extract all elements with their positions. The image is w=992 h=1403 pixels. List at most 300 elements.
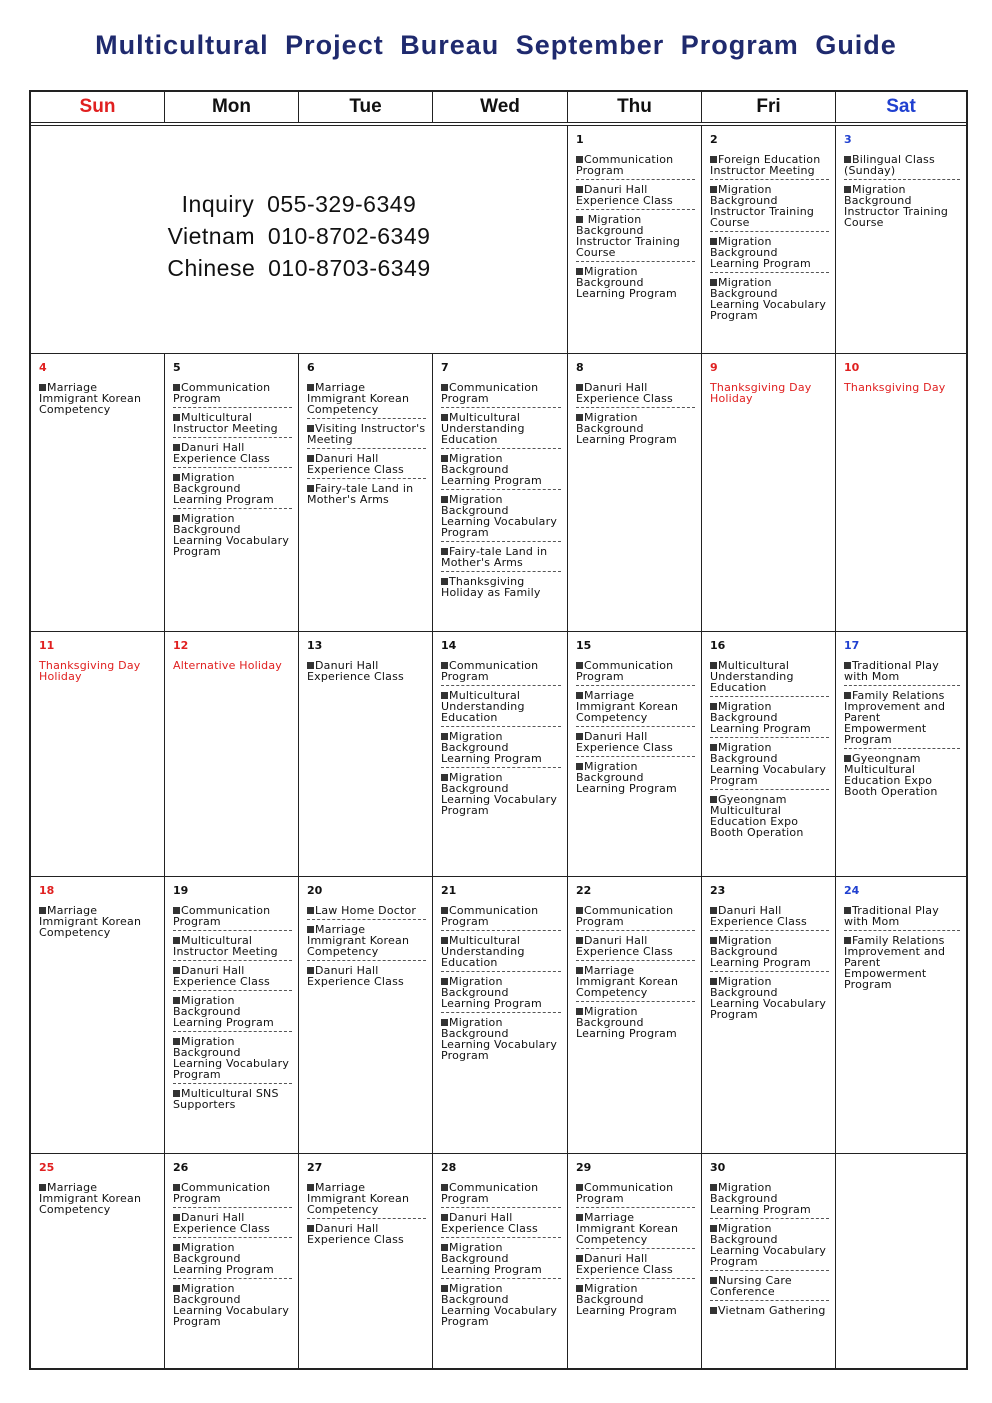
- event-list: [836, 656, 966, 800]
- event-text: Danuri Hall Experience Class: [307, 659, 404, 683]
- holiday-label: [710, 378, 829, 407]
- event-text: Migration Background Learning Program: [710, 235, 811, 270]
- event-text: Marriage Immigrant Korean Competency: [576, 689, 679, 724]
- day-cell-7: [433, 354, 568, 632]
- event-text: Marriage Immigrant Korean Competency: [39, 1181, 142, 1216]
- square-bullet-icon: [173, 1244, 180, 1251]
- square-bullet-icon: [441, 578, 448, 585]
- event-item: [173, 468, 292, 509]
- event-text: Migration Background Learning Vocabulary Program: [173, 1282, 290, 1328]
- event-text: Fairy-tale Land in Mother's Arms: [307, 482, 414, 506]
- event-text: Danuri Hall Experience Class: [576, 934, 673, 958]
- event-text: Danuri Hall Experience Class: [576, 381, 673, 405]
- event-list: [165, 656, 298, 674]
- square-bullet-icon: [576, 1184, 583, 1191]
- event-text: Danuri Hall Experience Class: [307, 1222, 404, 1246]
- event-text: Multicultural SNS Supporters: [173, 1087, 279, 1111]
- square-bullet-icon: [576, 414, 583, 421]
- square-bullet-icon: [576, 907, 583, 914]
- square-bullet-icon: [441, 384, 448, 391]
- day-number: 20: [307, 884, 323, 897]
- event-text: Migration Background Learning Vocabulary Program: [441, 771, 558, 817]
- event-item: [710, 1271, 829, 1301]
- event-item: [844, 749, 960, 800]
- event-text: Migration Background Learning Vocabulary Program: [441, 1016, 558, 1062]
- square-bullet-icon: [844, 156, 851, 163]
- event-text: Thanksgiving Holiday as Family: [441, 575, 541, 599]
- event-text: Migration Background Learning Vocabulary Program: [710, 975, 827, 1021]
- event-text: Family Relations Improvement and Parent Empowerment Program: [844, 934, 946, 991]
- day-cell-1: [568, 126, 702, 354]
- event-item: [710, 1301, 829, 1319]
- event-item: [441, 1013, 561, 1064]
- square-bullet-icon: [576, 1214, 583, 1221]
- square-bullet-icon: [307, 425, 314, 432]
- event-text: Migration Background Learning Program: [576, 1282, 677, 1317]
- square-bullet-icon: [173, 444, 180, 451]
- event-text: Thanksgiving Day Holiday: [710, 381, 812, 405]
- event-text: Gyeongnam Multicultural Education Expo Booth Operation: [844, 752, 938, 798]
- square-bullet-icon: [710, 796, 717, 803]
- square-bullet-icon: [710, 238, 717, 245]
- event-item: [173, 1084, 292, 1113]
- day-cell-29: [568, 1154, 702, 1368]
- square-bullet-icon: [173, 1090, 180, 1097]
- event-text: Migration Background Learning Program: [441, 1241, 542, 1276]
- square-bullet-icon: [576, 268, 583, 275]
- event-item: [441, 686, 561, 727]
- event-item: [441, 972, 561, 1013]
- day-number: 16: [710, 639, 726, 652]
- event-text: Thanksgiving Day Holiday: [39, 659, 141, 683]
- day-number: 6: [307, 361, 315, 374]
- square-bullet-icon: [710, 186, 717, 193]
- event-text: Communication Program: [173, 381, 271, 405]
- day-number: 14: [441, 639, 457, 652]
- event-item: [307, 961, 426, 990]
- square-bullet-icon: [173, 515, 180, 522]
- square-bullet-icon: [441, 414, 448, 421]
- event-text: Danuri Hall Experience Class: [576, 1252, 673, 1276]
- event-text: Marriage Immigrant Korean Competency: [39, 904, 142, 939]
- day-number: 17: [844, 639, 860, 652]
- event-text: Multicultural Understanding Education: [441, 689, 525, 724]
- square-bullet-icon: [576, 186, 583, 193]
- day-number: 28: [441, 1161, 457, 1174]
- square-bullet-icon: [307, 455, 314, 462]
- event-item: [307, 479, 426, 508]
- day-number: 22: [576, 884, 592, 897]
- event-item: [576, 656, 695, 686]
- event-item: [576, 180, 695, 210]
- square-bullet-icon: [710, 1225, 717, 1232]
- event-item: [39, 1178, 158, 1218]
- event-text: Danuri Hall Experience Class: [441, 1211, 538, 1235]
- day-cell-19: [165, 877, 299, 1154]
- event-text: Gyeongnam Multicultural Education Expo Booth Operation: [710, 793, 804, 839]
- event-item: [173, 509, 292, 560]
- event-item: [441, 1178, 561, 1208]
- day-cell-20: [299, 877, 433, 1154]
- event-item: [307, 1178, 426, 1219]
- event-text: Law Home Doctor: [315, 904, 417, 917]
- event-item: [441, 727, 561, 768]
- event-item: [173, 991, 292, 1032]
- event-item: [576, 1178, 695, 1208]
- day-cell-22: [568, 877, 702, 1154]
- event-item: [173, 408, 292, 438]
- square-bullet-icon: [173, 414, 180, 421]
- square-bullet-icon: [844, 755, 851, 762]
- event-text: Migration Background Learning Vocabulary Program: [173, 512, 290, 558]
- event-text: Danuri Hall Experience Class: [710, 904, 807, 928]
- square-bullet-icon: [173, 937, 180, 944]
- event-text: Migration Background Learning Vocabulary Program: [173, 1035, 290, 1081]
- event-text: Communication Program: [576, 153, 674, 177]
- event-text: Danuri Hall Experience Class: [173, 964, 270, 988]
- square-bullet-icon: [441, 1184, 448, 1191]
- event-text: Migration Background Learning Program: [173, 1241, 274, 1276]
- day-cell-24: [836, 877, 966, 1154]
- day-cell-23: [702, 877, 836, 1154]
- event-item: [710, 273, 829, 324]
- day-number: 23: [710, 884, 726, 897]
- event-text: Multicultural Instructor Meeting: [173, 411, 278, 435]
- day-number: 26: [173, 1161, 189, 1174]
- day-number: 7: [441, 361, 449, 374]
- event-item: [576, 931, 695, 961]
- event-list: [702, 901, 835, 1023]
- day-number: 18: [39, 884, 55, 897]
- day-cell-12: [165, 632, 299, 877]
- event-list: [433, 1178, 567, 1330]
- event-text: Migration Background Learning Program: [441, 730, 542, 765]
- event-item: [307, 419, 426, 449]
- event-item: [441, 408, 561, 449]
- square-bullet-icon: [441, 733, 448, 740]
- square-bullet-icon: [307, 485, 314, 492]
- square-bullet-icon: [39, 384, 46, 391]
- day-cell-2: [702, 126, 836, 354]
- event-text: Danuri Hall Experience Class: [173, 1211, 270, 1235]
- square-bullet-icon: [441, 1285, 448, 1292]
- event-text: Bilingual Class (Sunday): [844, 153, 935, 177]
- square-bullet-icon: [441, 1019, 448, 1026]
- event-item: [576, 150, 695, 180]
- event-text: Migration Background Learning Vocabulary Program: [441, 1282, 558, 1328]
- event-text: Danuri Hall Experience Class: [307, 452, 404, 476]
- event-text: Traditional Play with Mom: [844, 904, 939, 928]
- square-bullet-icon: [307, 907, 314, 914]
- square-bullet-icon: [576, 733, 583, 740]
- event-list: [702, 1178, 835, 1319]
- event-text: Communication Program: [173, 1181, 271, 1205]
- square-bullet-icon: [576, 662, 583, 669]
- event-text: Thanksgiving Day: [844, 381, 946, 394]
- square-bullet-icon: [576, 967, 583, 974]
- square-bullet-icon: [710, 744, 717, 751]
- holiday-label: [173, 656, 292, 674]
- day-number: 24: [844, 884, 860, 897]
- event-item: [173, 1279, 292, 1330]
- event-item: [307, 449, 426, 479]
- square-bullet-icon: [173, 1184, 180, 1191]
- event-text: Danuri Hall Experience Class: [173, 441, 270, 465]
- event-list: [836, 150, 966, 231]
- square-bullet-icon: [576, 156, 583, 163]
- day-number: 10: [844, 361, 860, 374]
- event-list: [165, 901, 298, 1113]
- event-text: Migration Background Learning Program: [173, 471, 274, 506]
- event-text: Danuri Hall Experience Class: [307, 964, 404, 988]
- square-bullet-icon: [441, 907, 448, 914]
- event-item: [173, 901, 292, 931]
- event-text: Migration Background Learning Program: [576, 265, 677, 300]
- day-number: 27: [307, 1161, 323, 1174]
- event-list: [433, 901, 567, 1064]
- event-item: [441, 542, 561, 572]
- event-list: [702, 656, 835, 841]
- event-item: [710, 180, 829, 232]
- day-cell-14: [433, 632, 568, 877]
- event-text: Communication Program: [441, 381, 539, 405]
- square-bullet-icon: [173, 474, 180, 481]
- event-text: Visiting Instructor's Meeting: [307, 422, 426, 446]
- day-cell-15: [568, 632, 702, 877]
- day-cell-4: [31, 354, 165, 632]
- square-bullet-icon: [307, 662, 314, 669]
- event-text: Communication Program: [173, 904, 271, 928]
- event-item: [576, 1208, 695, 1249]
- day-number: 15: [576, 639, 592, 652]
- calendar-grid: [29, 90, 968, 1370]
- event-text: Family Relations Improvement and Parent Empowerment Program: [844, 689, 946, 746]
- square-bullet-icon: [39, 907, 46, 914]
- event-item: [844, 686, 960, 749]
- event-item: [844, 656, 960, 686]
- event-item: [576, 408, 695, 448]
- day-cell-11: [31, 632, 165, 877]
- event-list: [299, 656, 432, 685]
- square-bullet-icon: [710, 937, 717, 944]
- square-bullet-icon: [441, 774, 448, 781]
- header-mon: Mon: [165, 92, 299, 122]
- vietnam-phone: Vietnam 010-8702-6349: [167, 223, 431, 249]
- event-item: [307, 656, 426, 685]
- day-cell-28: [433, 1154, 568, 1368]
- event-item: [441, 1238, 561, 1279]
- event-text: Multicultural Understanding Education: [710, 659, 794, 694]
- square-bullet-icon: [173, 1038, 180, 1045]
- event-list: [836, 378, 966, 396]
- event-item: [307, 1219, 426, 1248]
- event-item: [844, 180, 960, 231]
- day-cell-18: [31, 877, 165, 1154]
- day-number: 11: [39, 639, 55, 652]
- event-list: [702, 150, 835, 324]
- event-item: [441, 1208, 561, 1238]
- event-item: [441, 572, 561, 601]
- header-wed: Wed: [433, 92, 568, 122]
- event-text: Marriage Immigrant Korean Competency: [307, 923, 410, 958]
- day-number: 21: [441, 884, 457, 897]
- day-cell-13: [299, 632, 433, 877]
- square-bullet-icon: [173, 907, 180, 914]
- event-item: [307, 901, 426, 920]
- day-cell-8: [568, 354, 702, 632]
- square-bullet-icon: [441, 662, 448, 669]
- event-item: [710, 972, 829, 1023]
- header-thu: Thu: [568, 92, 702, 122]
- day-number: 2: [710, 133, 718, 146]
- square-bullet-icon: [576, 937, 583, 944]
- day-number: 25: [39, 1161, 55, 1174]
- event-list: [568, 1178, 701, 1319]
- square-bullet-icon: [307, 967, 314, 974]
- event-text: Marriage Immigrant Korean Competency: [307, 381, 410, 416]
- event-text: Migration Background Instructor Training Course: [710, 183, 815, 229]
- event-text: Migration Background Learning Vocabulary Program: [441, 493, 558, 539]
- event-text: Communication Program: [576, 1181, 674, 1205]
- square-bullet-icon: [710, 1184, 717, 1191]
- event-item: [576, 901, 695, 931]
- day-number: 12: [173, 639, 189, 652]
- event-list: [702, 378, 835, 407]
- square-bullet-icon: [710, 662, 717, 669]
- square-bullet-icon: [307, 384, 314, 391]
- event-item: [307, 378, 426, 419]
- day-cell-26: [165, 1154, 299, 1368]
- square-bullet-icon: [173, 384, 180, 391]
- event-text: Vietnam Gathering: [718, 1304, 826, 1317]
- day-number: 1: [576, 133, 584, 146]
- event-item: [710, 150, 829, 180]
- day-number: 8: [576, 361, 584, 374]
- event-item: [441, 901, 561, 931]
- event-item: [173, 438, 292, 468]
- event-text: Marriage Immigrant Korean Competency: [576, 964, 679, 999]
- event-list: [299, 1178, 432, 1248]
- square-bullet-icon: [710, 1277, 717, 1284]
- square-bullet-icon: [173, 967, 180, 974]
- event-item: [844, 150, 960, 180]
- event-list: [568, 656, 701, 797]
- square-bullet-icon: [710, 1307, 717, 1314]
- event-text: Migration Background Learning Program: [710, 700, 811, 735]
- square-bullet-icon: [844, 907, 851, 914]
- square-bullet-icon: [844, 692, 851, 699]
- day-cell-27: [299, 1154, 433, 1368]
- event-item: [576, 686, 695, 727]
- day-number: 9: [710, 361, 718, 374]
- square-bullet-icon: [441, 548, 448, 555]
- day-number: 19: [173, 884, 189, 897]
- square-bullet-icon: [441, 978, 448, 985]
- event-list: [299, 378, 432, 508]
- day-cell-17: [836, 632, 966, 877]
- day-number: 3: [844, 133, 852, 146]
- event-list: [31, 378, 164, 418]
- event-item: [441, 931, 561, 972]
- event-item: [576, 378, 695, 408]
- event-list: [836, 901, 966, 993]
- square-bullet-icon: [173, 997, 180, 1004]
- event-list: [299, 901, 432, 990]
- event-text: Multicultural Understanding Education: [441, 411, 525, 446]
- event-text: Marriage Immigrant Korean Competency: [39, 381, 142, 416]
- event-item: [710, 738, 829, 790]
- square-bullet-icon: [576, 384, 583, 391]
- event-list: [31, 901, 164, 941]
- square-bullet-icon: [576, 216, 583, 223]
- event-text: Communication Program: [576, 904, 674, 928]
- event-item: [441, 449, 561, 490]
- event-text: Foreign Education Instructor Meeting: [710, 153, 821, 177]
- event-text: Migration Background Learning Vocabulary Program: [710, 1222, 827, 1268]
- event-item: [576, 1279, 695, 1319]
- event-text: Communication Program: [441, 659, 539, 683]
- event-item: [173, 1208, 292, 1238]
- event-item: [441, 490, 561, 542]
- square-bullet-icon: [173, 1285, 180, 1292]
- day-cell-10: [836, 354, 966, 632]
- day-number: 13: [307, 639, 323, 652]
- event-text: Communication Program: [441, 1181, 539, 1205]
- event-text: Multicultural Instructor Meeting: [173, 934, 278, 958]
- event-item: [441, 768, 561, 819]
- event-text: Migration Background Learning Program: [710, 1181, 811, 1216]
- event-item: [173, 961, 292, 991]
- event-item: [173, 378, 292, 408]
- square-bullet-icon: [441, 1244, 448, 1251]
- square-bullet-icon: [710, 907, 717, 914]
- square-bullet-icon: [710, 703, 717, 710]
- square-bullet-icon: [710, 978, 717, 985]
- event-list: [165, 378, 298, 560]
- square-bullet-icon: [441, 455, 448, 462]
- square-bullet-icon: [441, 692, 448, 699]
- event-text: Migration Background Learning Program: [441, 975, 542, 1010]
- event-text: Communication Program: [576, 659, 674, 683]
- page-title: Multicultural Project Bureau September Program Guide: [95, 30, 897, 60]
- day-cell-25: [31, 1154, 165, 1368]
- square-bullet-icon: [576, 692, 583, 699]
- square-bullet-icon: [844, 186, 851, 193]
- day-cell-6: [299, 354, 433, 632]
- header-tue: Tue: [299, 92, 433, 122]
- event-item: [307, 920, 426, 961]
- day-number: 29: [576, 1161, 592, 1174]
- day-cell-9: [702, 354, 836, 632]
- header-sun: Sun: [31, 92, 165, 122]
- event-item: [441, 656, 561, 686]
- event-item: [576, 262, 695, 302]
- event-text: Migration Background Learning Program: [173, 994, 274, 1029]
- event-item: [576, 961, 695, 1002]
- header-fri: Fri: [702, 92, 836, 122]
- square-bullet-icon: [441, 937, 448, 944]
- event-item: [173, 931, 292, 961]
- square-bullet-icon: [576, 1285, 583, 1292]
- event-list: [433, 378, 567, 601]
- event-item: [173, 1032, 292, 1084]
- event-item: [710, 931, 829, 972]
- inquiry-box: [31, 126, 568, 354]
- event-text: Migration Background Learning Program: [576, 411, 677, 446]
- header-sat: Sat: [886, 96, 916, 117]
- event-item: [576, 1002, 695, 1042]
- square-bullet-icon: [844, 662, 851, 669]
